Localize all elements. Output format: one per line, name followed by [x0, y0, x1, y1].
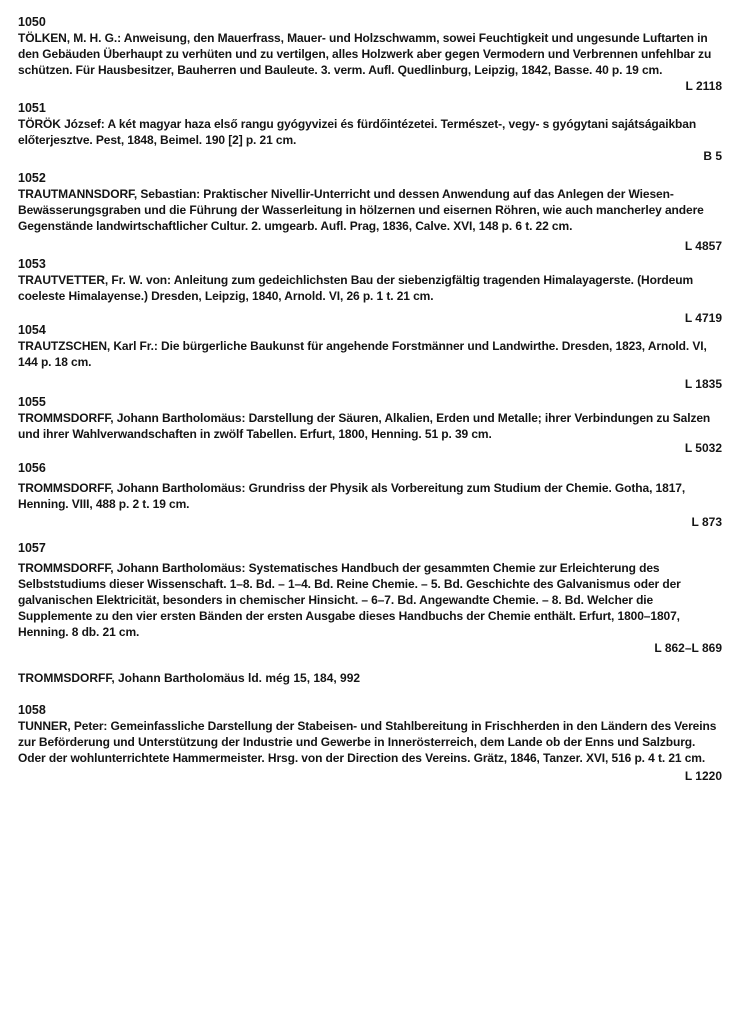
entry-number: 1057	[18, 541, 46, 555]
shelf-mark: L 862–L 869	[654, 641, 722, 655]
entry-number: 1056	[18, 461, 46, 475]
shelf-mark: L 1835	[684, 377, 722, 391]
catalog-entry-1052	[18, 170, 722, 254]
entry-number: 1051	[18, 101, 46, 115]
entry-text: TÖRÖK József: A két magyar haza első rangu gyógyvizei és fürdőintézetei. Természet-, vegy- s gyógytani sajátságaikban előterjesztve. Pest, 1848, Beimel. 190 [2] p. 21 cm.	[18, 117, 697, 147]
entry-text: TUNNER, Peter: Gemeinfassliche Darstellung der Stabeisen- und Stahlbereitung in Frischherden in den Ländern des Vereins zur Beförderung und Unterstützung der Industrie und Gewerbe in Innerösterreich, dem Lande ob der Enns und Salzburg. Oder der wohlunterrichtete Hammermeister. Hrsg. von der Direction des Vereins. Grätz, 1846, Tanzer. XVI, 516 p. 4 t. 21 cm.	[18, 719, 717, 765]
entry-text: TRAUTVETTER, Fr. W. von: Anleitung zum gedeichlichsten Bau der siebenzigfältig tragenden Himalayagerste. (Hordeum coeleste Himalayense.) Dresden, Leipzig, 1840, Arnold. VI, 26 p. 1 t. 21 cm.	[18, 273, 694, 303]
entry-number: 1055	[18, 395, 46, 409]
entry-number: 1053	[18, 257, 46, 271]
shelf-mark: L 4857	[684, 239, 722, 253]
shelf-mark: L 5032	[684, 441, 722, 455]
catalog-entry-1050	[18, 14, 722, 94]
catalog-entry-1051	[18, 100, 722, 164]
catalog-entry-1055	[18, 394, 722, 456]
catalog-entry-1054	[18, 322, 722, 392]
cross-reference: TROMMSDORFF, Johann Bartholomäus ld. még 15, 184, 992	[18, 671, 361, 685]
entry-text: TRAUTZSCHEN, Karl Fr.: Die bürgerliche Baukunst für angehende Forstmänner und Landwirthe. Dresden, 1823, Arnold. VI, 144 p. 18 cm.	[18, 339, 707, 369]
catalog-entry-1058	[18, 702, 722, 784]
shelf-mark: L 1220	[684, 769, 722, 783]
entry-text: TROMMSDORFF, Johann Bartholomäus: Darstellung der Säuren, Alkalien, Erden und Metalle; ihrer Verbindungen zu Salzen und ihrer Wahlverwandschaften in zwölf Tabellen. Erfurt, 1800, Henning. 51 p. 39 cm.	[18, 411, 711, 441]
catalog-entry-1057	[18, 540, 722, 656]
entry-number: 1050	[18, 15, 46, 29]
catalog-entry-1053	[18, 256, 722, 326]
entry-number: 1054	[18, 323, 46, 337]
catalog-page	[18, 14, 722, 784]
entry-number: 1058	[18, 703, 46, 717]
shelf-mark: L 2118	[685, 79, 722, 93]
shelf-mark: L 873	[691, 515, 722, 529]
entry-number: 1052	[18, 171, 46, 185]
entry-text: TROMMSDORFF, Johann Bartholomäus: Systematisches Handbuch der gesammten Chemie zur Erleichterung des Selbststudiums dieser Wissenschaft. 1–8. Bd. – 1–4. Bd. Reine Chemie. – 5. Bd. Geschichte des Galvanismus oder der galvanischen Elektricität, besonders in chemischer Hinsicht. – 6–7. Bd. Angewandte Chemie. – 8. Bd. Welcher die Supplemente zu den vier ersten Bänden der ersten Ausgabe dieses Handbuchs der Chemie enthält. Erfurt, 1800–1807, Henning. 8 db. 21 cm.	[18, 561, 681, 639]
shelf-mark: B 5	[703, 149, 722, 163]
catalog-entry-1056	[18, 460, 722, 530]
entry-text: TROMMSDORFF, Johann Bartholomäus: Grundriss der Physik als Vorbereitung zum Studium der Chemie. Gotha, 1817, Henning. VIII, 488 p. 2 t. 19 cm.	[18, 481, 686, 511]
shelf-mark: L 4719	[684, 311, 722, 325]
entry-text: TÖLKEN, M. H. G.: Anweisung, den Mauerfrass, Mauer- und Holzschwamm, sowei Feuchtigkeit und ungesunde Luftarten in den Gebäuden Überhaupt zu verhüten und zu vertilgen, alles Holzwerk aber gegen Vermodern und Verbrennen unfehlbar zu schützen. Für Hausbesitzer, Bauherren und Bauleute. 3. verm. Aufl. Quedlinburg, Leipzig, 1842, Basse. 40 p. 19 cm.	[18, 31, 712, 77]
entry-text: TRAUTMANNSDORF, Sebastian: Praktischer Nivellir-Unterricht und dessen Anwendung auf das Anlegen der Wiesen-Bewässerungsgraben und die Führung der Wasserleitung in hölzernen und eisernen Röhren, wie auch mancherley andere Gegenstände landwirtschaftlicher Cultur. 2. umgearb. Aufl. Prag, 1836, Calve. XVI, 148 p. 6 t. 22 cm.	[18, 187, 704, 233]
